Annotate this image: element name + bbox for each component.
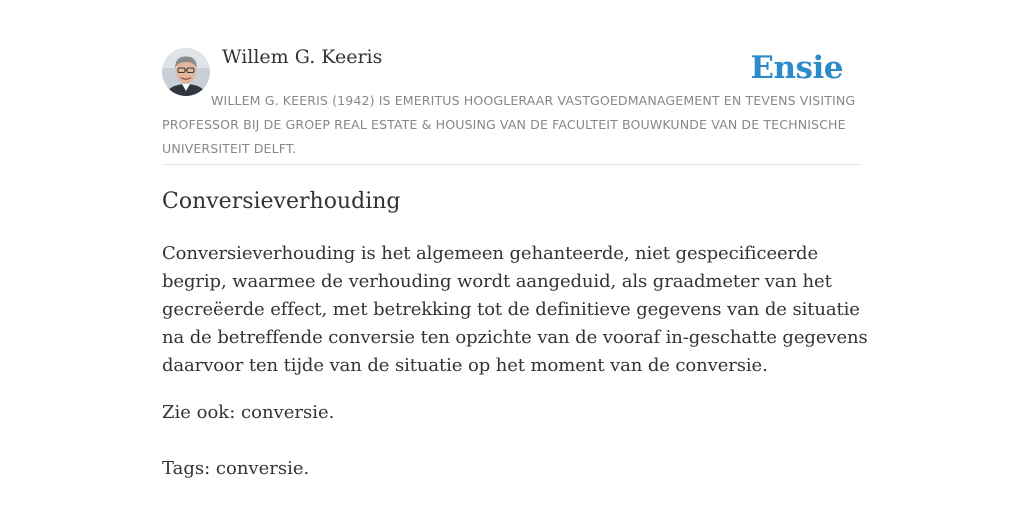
tags-label: Tags: bbox=[162, 458, 211, 479]
see-also-label: Zie ook: bbox=[162, 402, 236, 423]
article-body: Conversieverhouding is het algemeen gehanteerde, niet gespecificeerde begrip, waarmee de verhouding wordt aangeduid, als graadmeter van het gecreëerde effect, met betrekking tot de definitieve gegevens van de situatie na de betreffende conversie ten opzichte van de vooraf in-geschatte gegevens daarvoor ten tijde van de situatie op het moment van de conversie. bbox=[162, 243, 868, 376]
see-also-end: . bbox=[328, 402, 335, 423]
page-title: Conversieverhouding bbox=[162, 189, 401, 214]
see-also bbox=[162, 399, 334, 427]
see-also-link[interactable]: conversie bbox=[241, 402, 329, 423]
author-bio: WILLEM G. KEERIS (1942) IS EMERITUS HOOGLERAAR VASTGOEDMANAGEMENT EN TEVENS VISITING PROFESSOR BIJ DE GROEP REAL ESTATE & HOUSING VAN DE FACULTEIT BOUWKUNDE VAN DE TECHNISCHE UNIVERSITEIT DELFT. bbox=[162, 93, 856, 156]
author-name[interactable]: Willem G. Keeris bbox=[222, 46, 383, 68]
author-header bbox=[162, 40, 862, 165]
tags-end: . bbox=[303, 458, 310, 479]
ensie-logo[interactable]: Ensie bbox=[750, 50, 843, 86]
tags bbox=[162, 455, 309, 483]
tag-link[interactable]: conversie bbox=[215, 458, 304, 479]
